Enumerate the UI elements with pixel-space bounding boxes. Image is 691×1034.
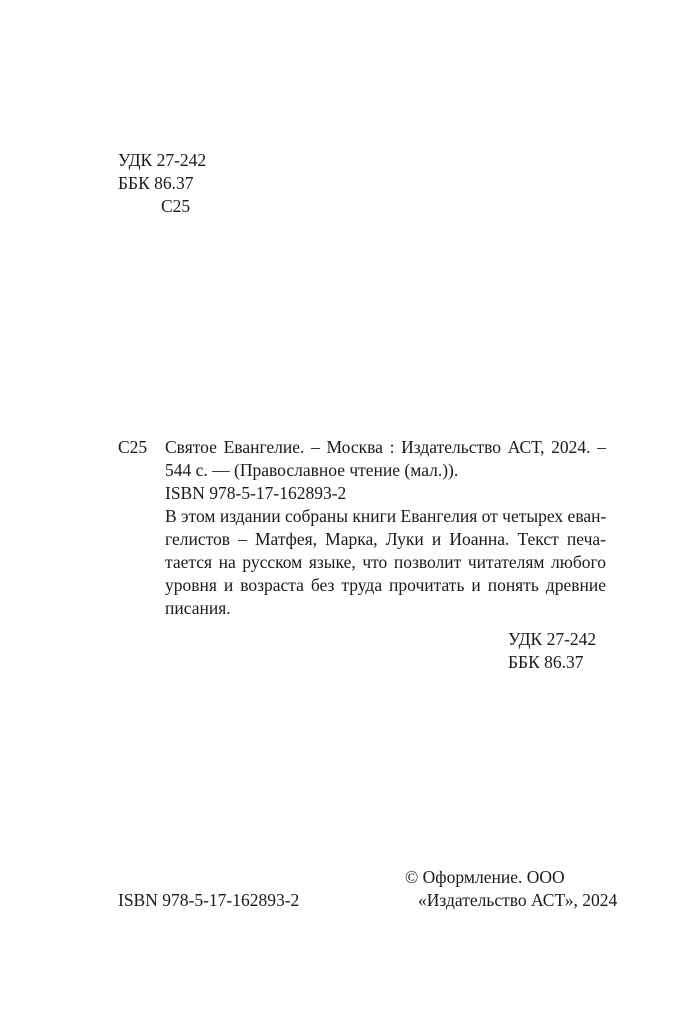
catalog-bbk-code: ББК 86.37 <box>508 652 584 672</box>
catalog-isbn: ISBN 978-5-17-162893-2 <box>165 483 347 503</box>
bbk-code: ББК 86.37 <box>118 173 194 193</box>
annotation-line: писания. <box>165 598 231 618</box>
catalog-pages-line: 544 с. — (Православное чтение (мал.)). <box>165 460 459 480</box>
copyright-publisher: «Издательство АСТ», 2024 <box>418 890 618 910</box>
annotation-line: В этом издании собраны книги Евангелия от четырех еван- <box>165 506 607 526</box>
annotation-line: гелистов – Матфея, Марка, Луки и Иоанна. Текст печа- <box>165 529 606 549</box>
annotation-line: тается на русском языке, что позволит читателям любого <box>165 552 606 572</box>
udk-code: УДК 27-242 <box>118 150 207 170</box>
footer-isbn: ISBN 978-5-17-162893-2 <box>118 890 300 910</box>
catalog-author-mark: С25 <box>118 437 148 457</box>
copyright-line: © Оформление. ООО <box>405 867 565 887</box>
catalog-udk-code: УДК 27-242 <box>508 629 597 649</box>
annotation-line: уровня и возраста без труда прочитать и понять древние <box>165 575 606 595</box>
author-mark: С25 <box>161 196 191 216</box>
catalog-title-line: Святое Евангелие. – Москва : Издательство АСТ, 2024. – <box>165 437 606 457</box>
